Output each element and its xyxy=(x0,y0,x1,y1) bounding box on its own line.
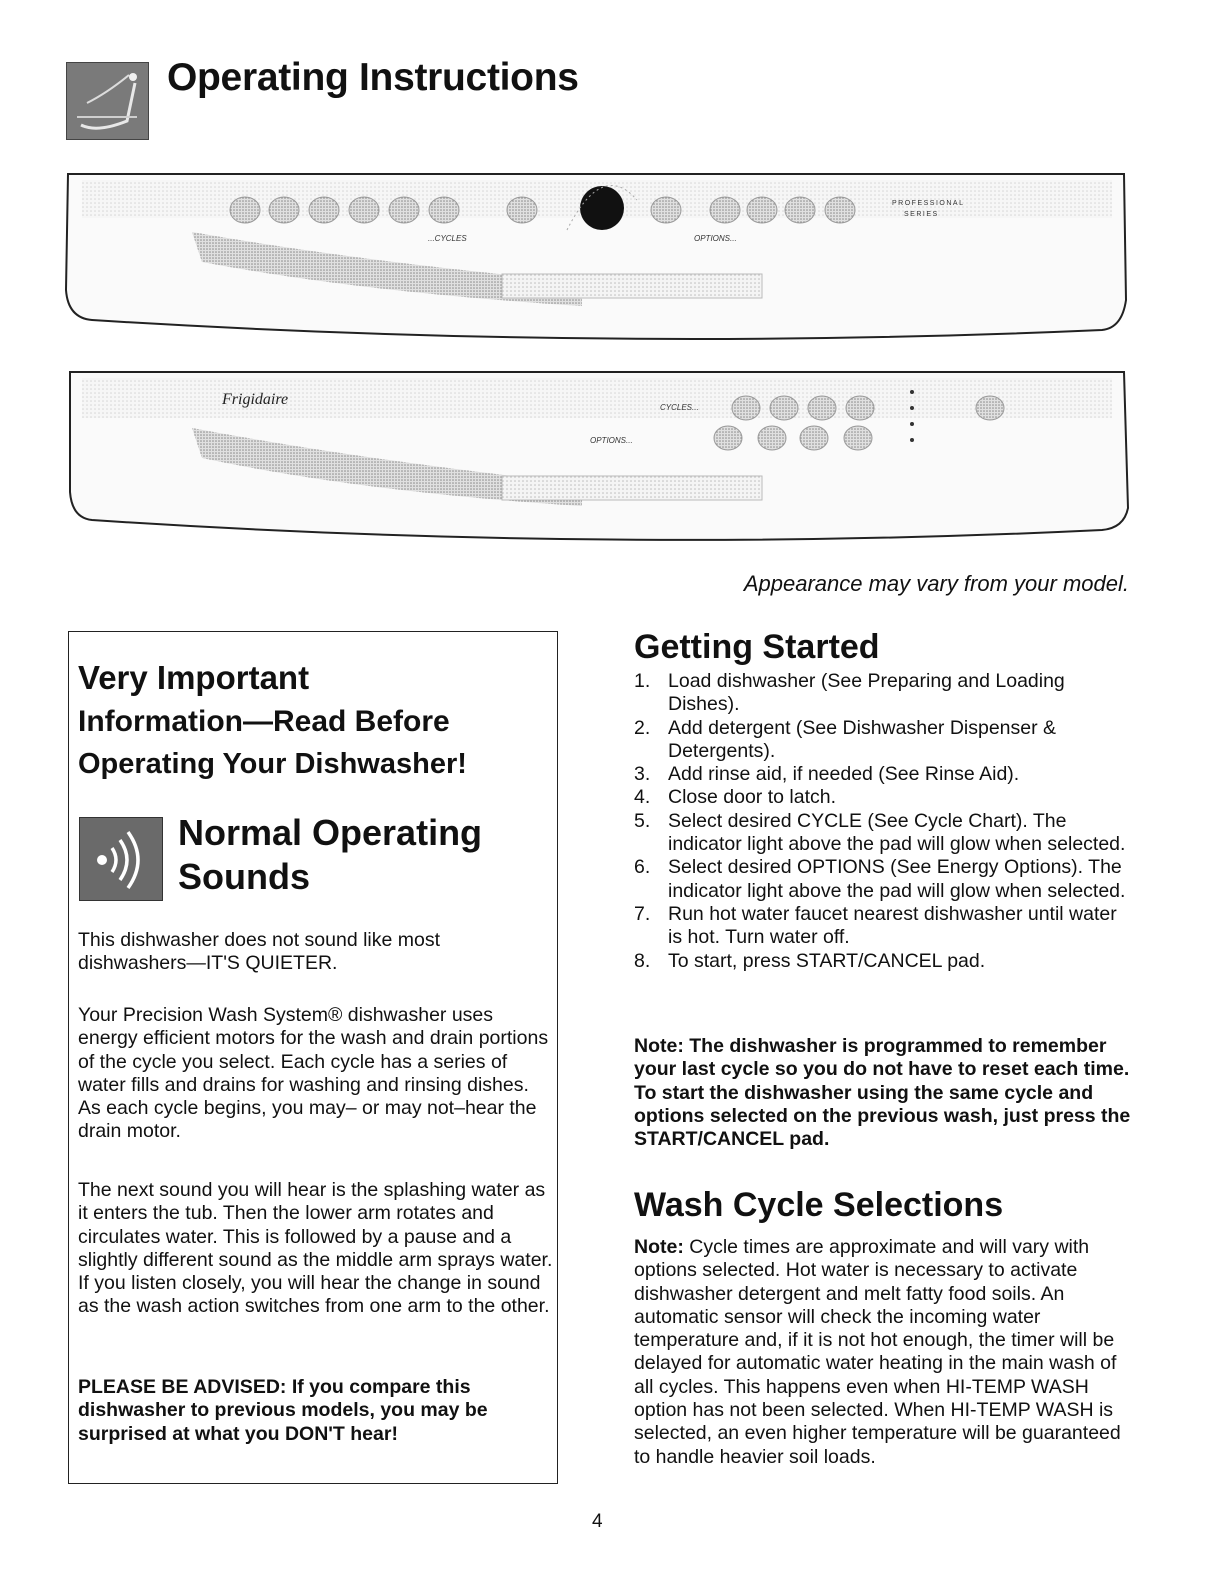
list-item: 2. Add detergent (See Dishwasher Dispenser & Detergents). xyxy=(634,716,1057,762)
info-title-line-1: Very Important xyxy=(78,659,310,696)
appearance-caption: Appearance may vary from your model. xyxy=(743,571,1129,596)
options-label: OPTIONS... xyxy=(590,436,633,445)
page-title: Operating Instructions xyxy=(167,56,579,99)
quiet-paragraph: This dishwasher does not sound like most dishwashers—IT'S QUIETER. xyxy=(78,929,441,975)
cycles-label: CYCLES... xyxy=(660,403,699,412)
wash-cycle-heading: Wash Cycle Selections xyxy=(634,1186,1004,1224)
note-text: Cycle times are approximate and will vary with options selected. Hot water is necessary to activate dishwasher detergent and melt fatty food soils. An automatic sensor will check the incoming water temperature and, if it is not hot enough, the timer will be delayed for automatic water heating in the main wash of all cycles. This happens even when HI-TEMP WASH option has not been selected. When HI-TEMP WASH is selected, an even higher temperature will be guaranteed to handle heavier soil loads. xyxy=(634,1236,1121,1468)
list-item: 6. Select desired OPTIONS (See Energy Options). The indicator light above the pad will glow when selected. xyxy=(634,856,1126,902)
motors-paragraph: Your Precision Wash System® dishwasher uses energy efficient motors for the wash and drain portions of the cycle you select. Each cycle has a series of water fills and drains for washing and rinsing dishes. As each cycle begins, you may– or may not–hear the drain motor. xyxy=(78,1004,549,1143)
getting-started-steps xyxy=(634,670,1134,973)
list-item: 4. Close door to latch. xyxy=(634,786,837,809)
sound-waves-icon xyxy=(79,817,163,901)
options-label: OPTIONS... xyxy=(694,234,737,243)
list-item: 8. To start, press START/CANCEL pad. xyxy=(634,949,986,972)
list-item: 3. Add rinse aid, if needed (See Rinse Aid). xyxy=(634,763,1020,786)
getting-started-heading: Getting Started xyxy=(634,628,880,666)
series-label-1: PROFESSIONAL xyxy=(892,200,965,207)
splashing-paragraph: The next sound you will hear is the splashing water as it enters the tub. Then the lower arm rotates and circulates water. This is followed by a pause and a slightly different sound as the middle arm sprays water. If you listen closely, you will hear the change in sound as the wash action switches from one arm to the other. xyxy=(78,1179,553,1318)
section-subtitle-line-1: Normal Operating xyxy=(178,812,483,853)
section-subtitle-line-2: Sounds xyxy=(178,856,310,897)
list-item: 5. Select desired CYCLE (See Cycle Chart). The indicator light above the pad will glow when selected. xyxy=(634,809,1126,856)
info-title-line-3: Operating Your Dishwasher! xyxy=(78,748,467,780)
control-panel-illustration-top xyxy=(62,170,1130,358)
page-number: 4 xyxy=(592,1511,603,1532)
advised-paragraph: PLEASE BE ADVISED: If you compare this dishwasher to previous models, you may be surprised at what you DON'T hear! xyxy=(78,1376,488,1445)
list-item: 1. Load dishwasher (See Preparing and Loading Dishes). xyxy=(634,670,1065,716)
list-item: 7. Run hot water faucet nearest dishwasher until water is hot. Turn water off. xyxy=(634,902,1117,949)
info-title-line-2: Information—Read Before xyxy=(78,705,450,738)
wash-cycle-note xyxy=(634,1236,1134,1469)
cycles-label: ...CYCLES xyxy=(428,234,467,243)
control-panel-illustration-bottom xyxy=(62,368,1130,556)
series-label-2: SERIES xyxy=(904,211,939,218)
note-label: Note: xyxy=(634,1236,684,1258)
brand-logo: Frigidaire xyxy=(222,391,289,408)
programmed-note: Note: The dishwasher is programmed to remember your last cycle so you do not have to reset each time. To start the dishwasher using the same cycle and options selected on the previous wash, just press the START/CANCEL pad. xyxy=(634,1035,1131,1151)
dishwasher-rack-icon xyxy=(66,62,149,140)
